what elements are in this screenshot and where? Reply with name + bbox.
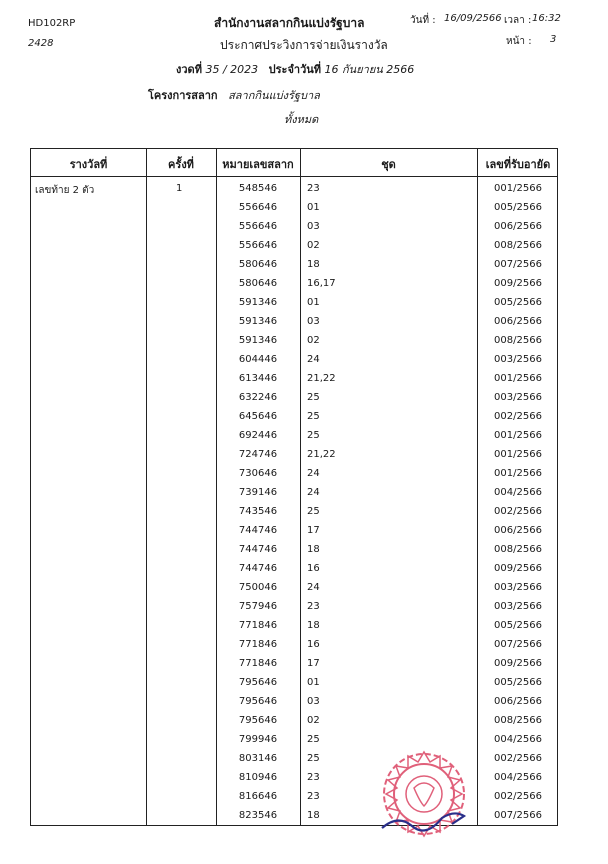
seizure-reference: 009/2566	[494, 658, 542, 669]
lottery-number: 823546	[238, 810, 278, 821]
set-number: 18	[307, 620, 320, 631]
draw-date-label: ประจำวันที่	[268, 63, 322, 76]
lottery-number: 799946	[238, 734, 278, 745]
seizure-reference: 007/2566	[494, 639, 542, 650]
page-value: 3	[550, 34, 557, 45]
scope-text: ทั้งหมด	[284, 113, 319, 126]
draw-value: 35 / 2023	[205, 63, 259, 76]
lottery-number: 632246	[238, 392, 278, 403]
lottery-number: 591346	[238, 316, 278, 327]
header-divider	[31, 176, 557, 177]
set-number: 02	[307, 715, 320, 726]
set-number: 03	[307, 316, 320, 327]
set-number: 17	[307, 658, 320, 669]
lottery-number: 556646	[238, 221, 278, 232]
set-number: 25	[307, 411, 320, 422]
official-seal-stamp	[368, 744, 480, 850]
column-divider	[477, 149, 478, 825]
lottery-number: 556646	[238, 240, 278, 251]
lottery-number: 795646	[238, 677, 278, 688]
seizure-reference: 002/2566	[494, 506, 542, 517]
column-header-set: ชุด	[381, 158, 396, 171]
date-label: วันที่ :	[410, 15, 436, 26]
time-label: เวลา :	[504, 15, 532, 26]
seizure-reference: 007/2566	[494, 810, 542, 821]
seizure-reference: 006/2566	[494, 525, 542, 536]
seizure-reference: 003/2566	[494, 354, 542, 365]
seizure-reference: 003/2566	[494, 582, 542, 593]
lottery-number: 730646	[238, 468, 278, 479]
set-number: 02	[307, 240, 320, 251]
time-value: 16:32	[532, 13, 561, 24]
seizure-reference: 006/2566	[494, 221, 542, 232]
draw-date-value: 16 กันยายน 2566	[324, 63, 415, 76]
set-number: 02	[307, 335, 320, 346]
set-number: 01	[307, 297, 320, 308]
lottery-number: 604446	[238, 354, 278, 365]
seizure-reference: 007/2566	[494, 259, 542, 270]
seizure-reference: 002/2566	[494, 753, 542, 764]
set-number: 25	[307, 506, 320, 517]
lottery-number: 580646	[238, 259, 278, 270]
set-number: 23	[307, 791, 320, 802]
date-value: 16/09/2566	[444, 13, 502, 24]
set-number: 23	[307, 183, 320, 194]
column-divider	[146, 149, 147, 825]
lottery-number: 795646	[238, 696, 278, 707]
set-number: 23	[307, 601, 320, 612]
lottery-number: 743546	[238, 506, 278, 517]
lottery-number: 744746	[238, 544, 278, 555]
report-code: HD102RP	[28, 18, 76, 29]
page-label: หน้า :	[506, 36, 532, 47]
prize-name: เลขท้าย 2 ตัว	[35, 185, 95, 196]
lottery-number: 744746	[238, 563, 278, 574]
set-number: 18	[307, 810, 320, 821]
set-number: 24	[307, 582, 320, 593]
lottery-number: 739146	[238, 487, 278, 498]
lottery-number: 580646	[238, 278, 278, 289]
lottery-number: 591346	[238, 335, 278, 346]
lottery-number: 591346	[238, 297, 278, 308]
lottery-number: 795646	[238, 715, 278, 726]
round-number: 1	[176, 183, 183, 194]
column-header-ref: เลขที่รับอายัด	[485, 158, 551, 171]
seizure-reference: 004/2566	[494, 734, 542, 745]
lottery-number: 757946	[238, 601, 278, 612]
set-number: 24	[307, 487, 320, 498]
seizure-reference: 006/2566	[494, 696, 542, 707]
seizure-reference: 001/2566	[494, 449, 542, 460]
set-number: 03	[307, 696, 320, 707]
seizure-reference: 001/2566	[494, 468, 542, 479]
report-title: ประกาศประวิงการจ่ายเงินรางวัล	[220, 38, 388, 52]
lottery-number: 803146	[238, 753, 278, 764]
set-number: 25	[307, 392, 320, 403]
set-number: 23	[307, 772, 320, 783]
seizure-reference: 002/2566	[494, 791, 542, 802]
set-number: 21,22	[307, 373, 336, 384]
lottery-number: 771846	[238, 639, 278, 650]
seizure-reference: 008/2566	[494, 335, 542, 346]
draw-label: งวดที่	[176, 63, 202, 76]
lottery-number: 771846	[238, 658, 278, 669]
seizure-reference: 002/2566	[494, 411, 542, 422]
seizure-reference: 003/2566	[494, 392, 542, 403]
column-header-prize: รางวัลที่	[69, 158, 108, 171]
seizure-reference: 006/2566	[494, 316, 542, 327]
seizure-reference: 005/2566	[494, 297, 542, 308]
lottery-number: 816646	[238, 791, 278, 802]
seizure-reference: 004/2566	[494, 487, 542, 498]
set-number: 01	[307, 202, 320, 213]
lottery-number: 771846	[238, 620, 278, 631]
lottery-number: 613446	[238, 373, 278, 384]
set-number: 18	[307, 259, 320, 270]
set-number: 25	[307, 734, 320, 745]
set-number: 17	[307, 525, 320, 536]
seizure-reference: 008/2566	[494, 544, 542, 555]
lottery-number: 750046	[238, 582, 278, 593]
project-label: โครงการสลาก	[148, 89, 218, 102]
seizure-reference: 009/2566	[494, 278, 542, 289]
set-number: 24	[307, 468, 320, 479]
lottery-number: 548546	[238, 183, 278, 194]
lottery-number: 744746	[238, 525, 278, 536]
seizure-reference: 001/2566	[494, 373, 542, 384]
column-divider	[300, 149, 301, 825]
set-number: 16,17	[307, 278, 336, 289]
report-number: 2428	[28, 38, 54, 49]
seizure-reference: 001/2566	[494, 430, 542, 441]
seizure-reference: 009/2566	[494, 563, 542, 574]
seizure-reference: 005/2566	[494, 620, 542, 631]
set-number: 03	[307, 221, 320, 232]
draw-info	[176, 60, 414, 78]
seizure-reference: 005/2566	[494, 677, 542, 688]
column-header-round: ครั้งที่	[168, 158, 194, 171]
set-number: 18	[307, 544, 320, 555]
set-number: 16	[307, 563, 320, 574]
seizure-reference: 001/2566	[494, 183, 542, 194]
seizure-reference: 005/2566	[494, 202, 542, 213]
lottery-number: 556646	[238, 202, 278, 213]
agency-name: สำนักงานสลากกินแบ่งรัฐบาล	[214, 16, 365, 30]
column-divider	[216, 149, 217, 825]
lottery-number: 810946	[238, 772, 278, 783]
column-header-number: หมายเลขสลาก	[222, 158, 294, 171]
lottery-number: 692446	[238, 430, 278, 441]
set-number: 25	[307, 753, 320, 764]
seizure-reference: 004/2566	[494, 772, 542, 783]
lottery-number: 645646	[238, 411, 278, 422]
project-info	[148, 86, 320, 104]
withheld-prizes-table	[30, 148, 558, 826]
set-number: 16	[307, 639, 320, 650]
set-number: 21,22	[307, 449, 336, 460]
set-number: 24	[307, 354, 320, 365]
set-number: 25	[307, 430, 320, 441]
set-number: 01	[307, 677, 320, 688]
seizure-reference: 008/2566	[494, 240, 542, 251]
project-value: สลากกินแบ่งรัฐบาล	[228, 89, 320, 102]
lottery-number: 724746	[238, 449, 278, 460]
seizure-reference: 008/2566	[494, 715, 542, 726]
seizure-reference: 003/2566	[494, 601, 542, 612]
